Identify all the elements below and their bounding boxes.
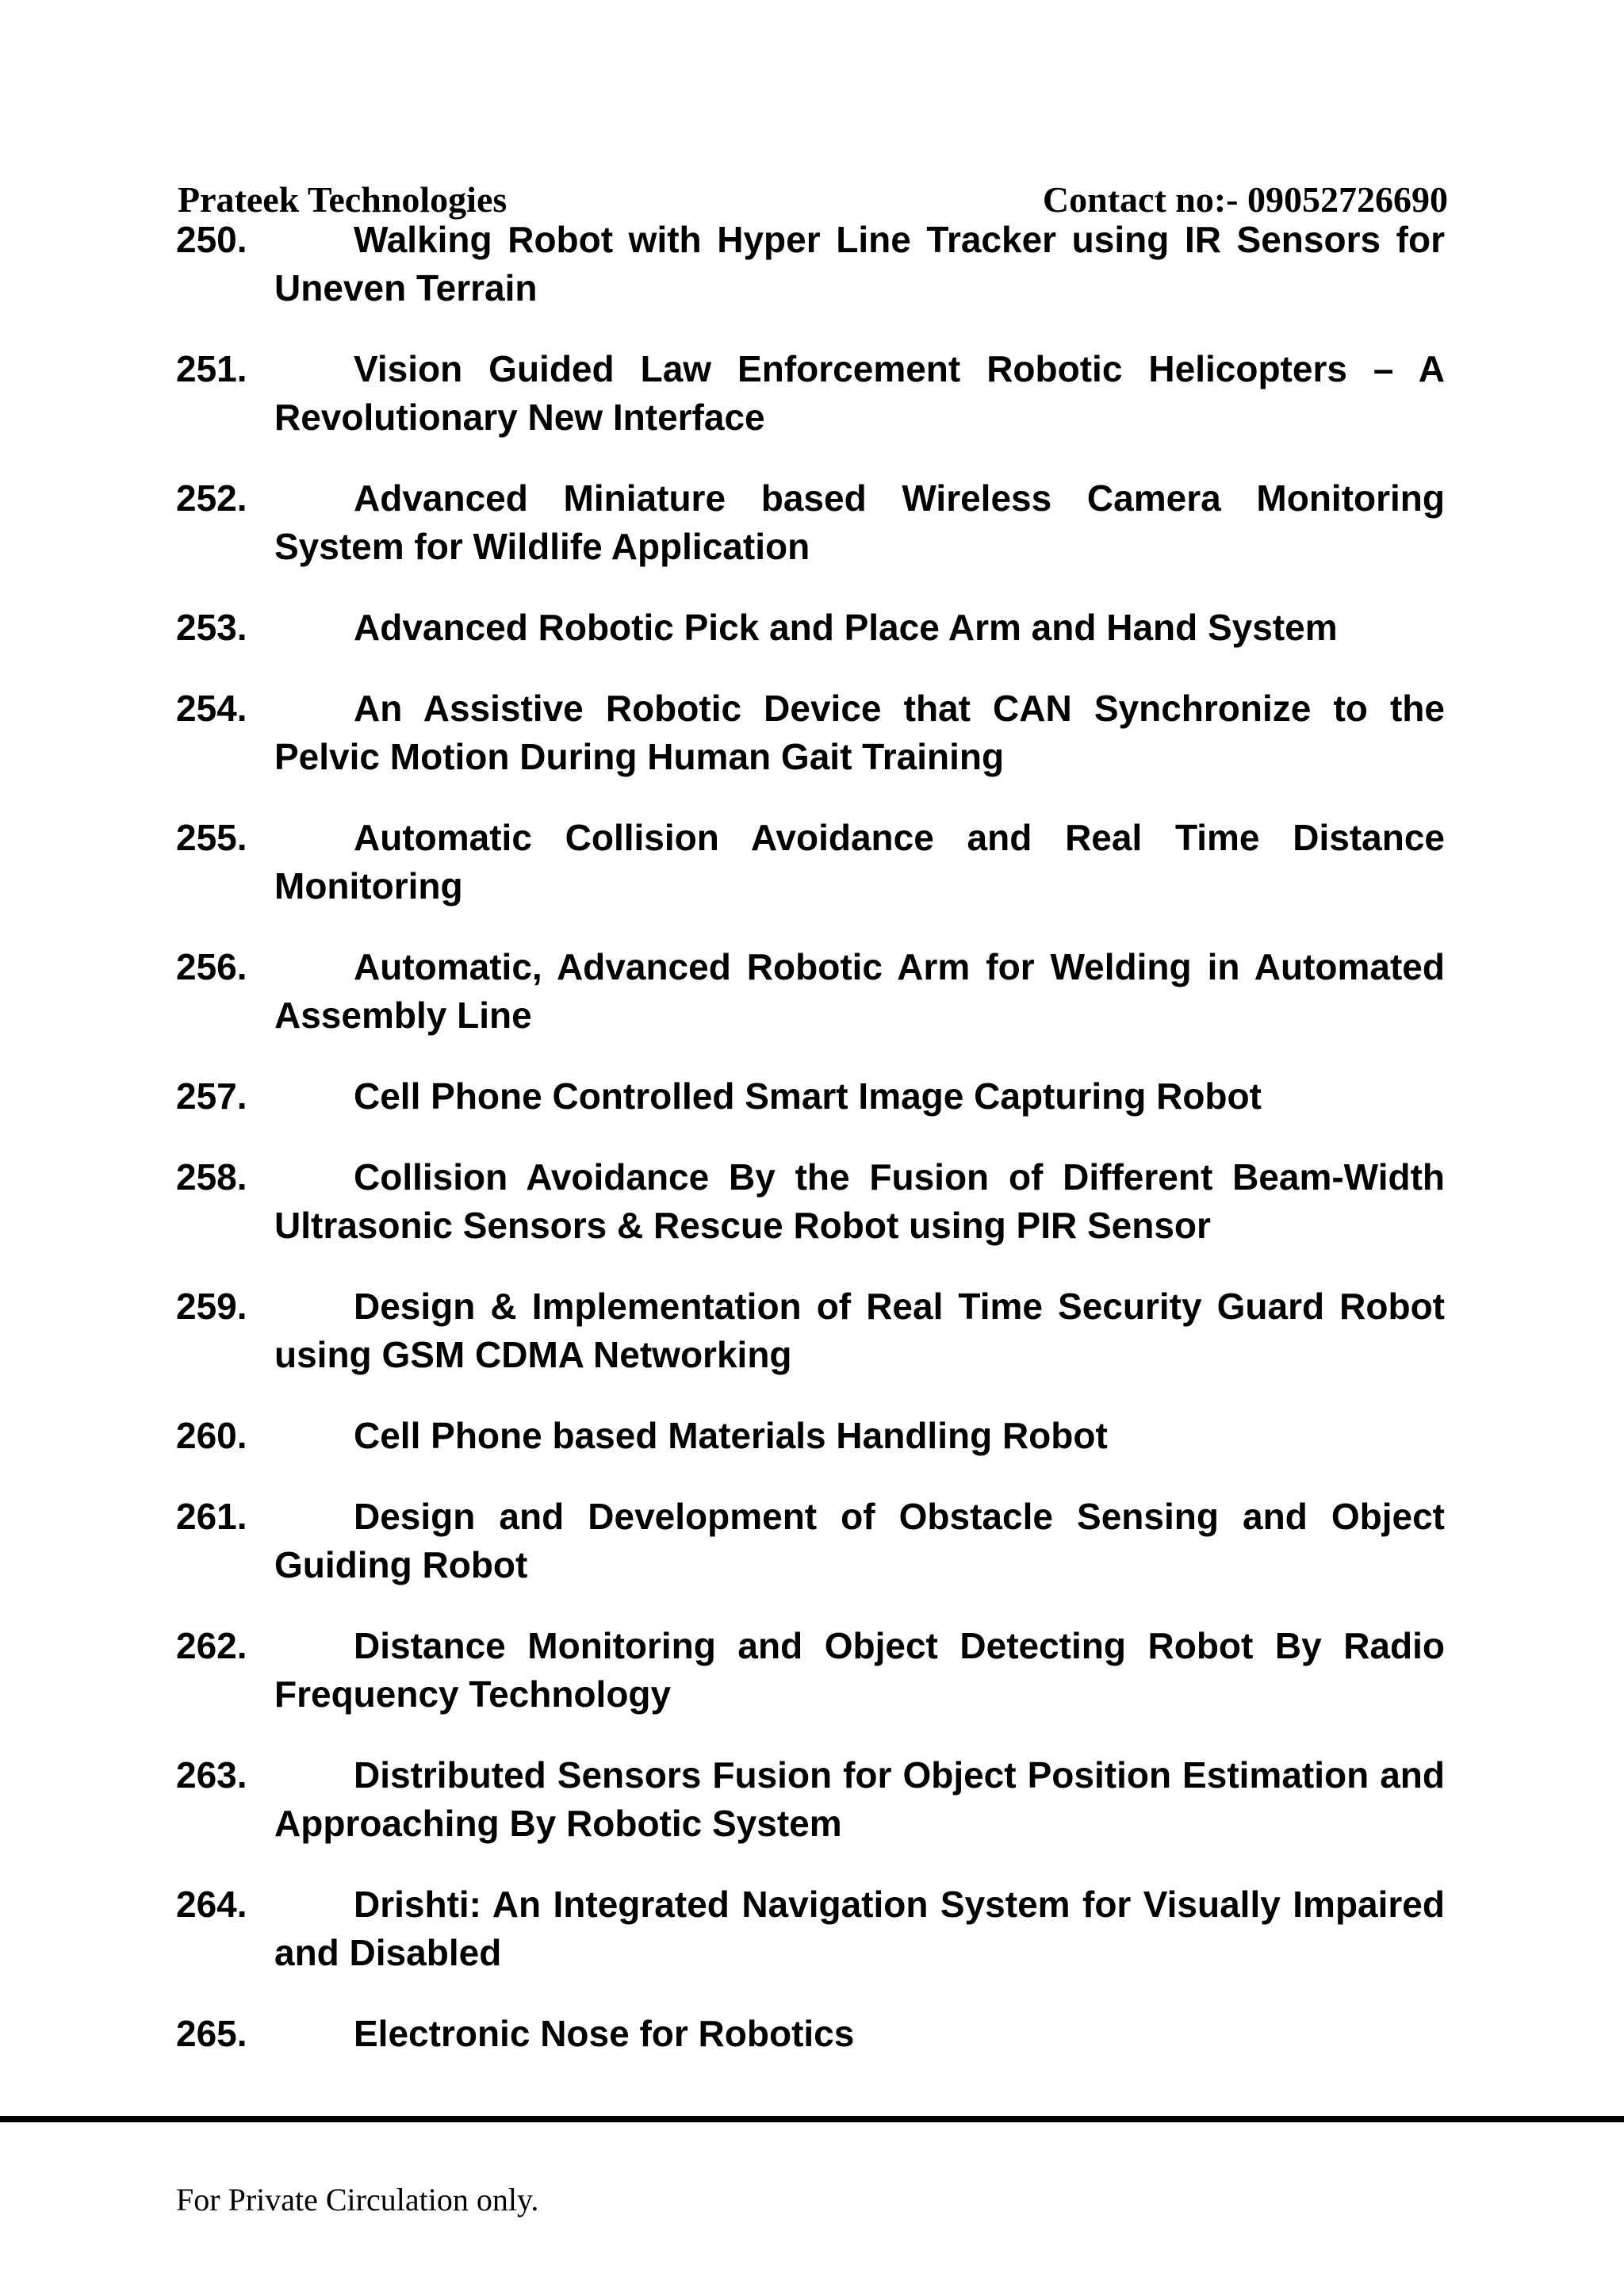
item-number: 255. bbox=[176, 817, 247, 858]
list-item bbox=[176, 1751, 1445, 1848]
footer-divider bbox=[0, 2116, 1624, 2122]
item-number: 257. bbox=[176, 1075, 247, 1117]
list-item bbox=[176, 1282, 1445, 1379]
item-number: 254. bbox=[176, 688, 247, 729]
company-name: Prateek Technologies bbox=[178, 179, 508, 220]
list-item bbox=[176, 943, 1445, 1040]
project-list bbox=[176, 216, 1445, 2091]
item-number: 253. bbox=[176, 607, 247, 648]
item-number: 258. bbox=[176, 1156, 247, 1198]
item-title: Automatic, Advanced Robotic Arm for Welding in Automated Assembly Line bbox=[274, 946, 1445, 1036]
item-title: Design and Development of Obstacle Sensing and Object Guiding Robot bbox=[274, 1496, 1445, 1585]
list-item bbox=[176, 684, 1445, 781]
item-number: 252. bbox=[176, 477, 247, 519]
item-number: 261. bbox=[176, 1496, 247, 1537]
footer-note: For Private Circulation only. bbox=[176, 2182, 539, 2217]
list-item bbox=[176, 345, 1445, 442]
list-item bbox=[176, 1072, 1445, 1121]
item-number: 260. bbox=[176, 1415, 247, 1456]
list-item bbox=[176, 814, 1445, 910]
item-number: 263. bbox=[176, 1754, 247, 1796]
list-item bbox=[176, 216, 1445, 312]
list-item bbox=[176, 604, 1445, 652]
item-number: 251. bbox=[176, 348, 247, 389]
item-number: 250. bbox=[176, 219, 247, 260]
item-number: 259. bbox=[176, 1286, 247, 1327]
list-item bbox=[176, 1412, 1445, 1460]
item-number: 256. bbox=[176, 946, 247, 987]
item-title: Advanced Robotic Pick and Place Arm and Hand System bbox=[354, 607, 1338, 648]
item-title: Cell Phone Controlled Smart Image Capturing Robot bbox=[354, 1075, 1262, 1117]
item-number: 264. bbox=[176, 1884, 247, 1925]
contact-number: Contact no:- 09052726690 bbox=[1042, 179, 1448, 220]
item-title: Vision Guided Law Enforcement Robotic Helicopters – A Revolutionary New Interface bbox=[274, 348, 1445, 438]
item-title: Design & Implementation of Real Time Security Guard Robot using GSM CDMA Networking bbox=[274, 1286, 1445, 1375]
item-title: Distance Monitoring and Object Detecting Robot By Radio Frequency Technology bbox=[274, 1625, 1445, 1715]
item-title: Advanced Miniature based Wireless Camera Monitoring System for Wildlife Application bbox=[274, 477, 1445, 567]
item-number: 265. bbox=[176, 2013, 247, 2054]
list-item bbox=[176, 1880, 1445, 1977]
item-title: An Assistive Robotic Device that CAN Synchronize to the Pelvic Motion During Human Gait Training bbox=[274, 688, 1445, 777]
item-title: Automatic Collision Avoidance and Real Time Distance Monitoring bbox=[274, 817, 1445, 907]
item-title: Walking Robot with Hyper Line Tracker using IR Sensors for Uneven Terrain bbox=[274, 219, 1445, 309]
item-title: Drishti: An Integrated Navigation System for Visually Impaired and Disabled bbox=[274, 1884, 1445, 1973]
list-item bbox=[176, 1493, 1445, 1589]
item-title: Electronic Nose for Robotics bbox=[354, 2013, 855, 2054]
item-title: Cell Phone based Materials Handling Robot bbox=[354, 1415, 1108, 1456]
list-item bbox=[176, 2010, 1445, 2058]
item-number: 262. bbox=[176, 1625, 247, 1666]
list-item bbox=[176, 474, 1445, 571]
list-item bbox=[176, 1153, 1445, 1250]
list-item bbox=[176, 1622, 1445, 1719]
item-title: Distributed Sensors Fusion for Object Position Estimation and Approaching By Robotic System bbox=[274, 1754, 1445, 1844]
item-title: Collision Avoidance By the Fusion of Different Beam-Width Ultrasonic Sensors & Rescue Robot using PIR Sensor bbox=[274, 1156, 1445, 1246]
